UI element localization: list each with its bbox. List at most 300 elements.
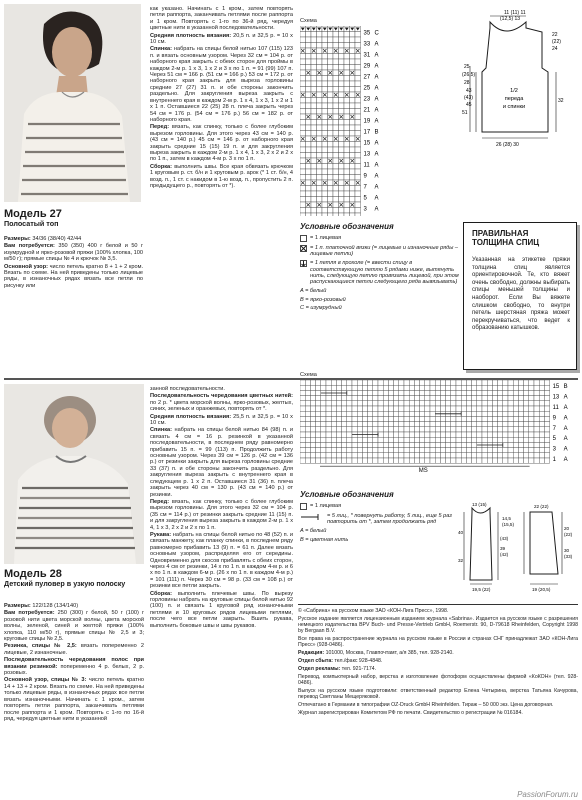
chart-cell [399, 396, 404, 401]
chart-cell [477, 396, 482, 401]
imprint-line: Отдел рекламы: тел. 921-7174. [298, 666, 377, 672]
chart-cell [317, 81, 323, 87]
model28-text-col1 [4, 603, 144, 723]
chart-cell [409, 390, 414, 395]
chart-cell [425, 411, 430, 416]
chart-cell [466, 385, 471, 390]
chart-cell [317, 92, 323, 98]
chart-cell [477, 422, 482, 427]
paragraph-label: Средняя плотность вязания: [150, 413, 232, 420]
chart-cell [534, 401, 539, 406]
chart-cell [394, 385, 399, 390]
chart-cell [446, 416, 451, 421]
chart-cell [503, 401, 508, 406]
chart-cell [352, 401, 357, 406]
chart-cell [472, 411, 477, 416]
chart-cell [322, 202, 328, 208]
chart-cell [300, 416, 305, 421]
chart-cell [435, 416, 440, 421]
spindle-thickness-box [463, 222, 577, 370]
chart-cell [317, 186, 323, 192]
chart-cell [430, 401, 435, 406]
chart-cell [311, 153, 317, 159]
chart-row-color: B [563, 384, 568, 391]
chart-cell [482, 385, 487, 390]
chart-cell [300, 81, 306, 87]
chart-cell [333, 76, 339, 82]
chart-cell [347, 390, 352, 395]
chart-cell [305, 458, 310, 463]
chart-cell [534, 416, 539, 421]
chart-cell [333, 125, 339, 131]
svg-text:22 (22): 22 (22) [534, 504, 549, 509]
chart-cell [305, 448, 310, 453]
chart-cell [399, 442, 404, 447]
chart-cell [498, 401, 503, 406]
svg-text:(43): (43) [464, 95, 473, 101]
svg-text:13 (15): 13 (15) [472, 502, 487, 507]
chart-cell [328, 131, 334, 137]
chart-cell [394, 416, 399, 421]
chart-cell [344, 131, 350, 137]
chart-cell [333, 197, 339, 203]
chart-row-number: 9 [363, 173, 367, 180]
chart-cell [317, 142, 323, 148]
chart-cell [518, 396, 523, 401]
chart-cell [326, 401, 331, 406]
chart-cell [333, 37, 339, 43]
chart-cell [420, 458, 425, 463]
chart-cell [498, 437, 503, 442]
chart-cell [399, 401, 404, 406]
chart-cell [347, 380, 352, 385]
chart-row-color: A [374, 162, 379, 169]
chart-cell [373, 453, 378, 458]
chart-cell [425, 416, 430, 421]
imprint-line: © «Сабрина» на русском языке ЗАО «КОН-Лига Пресс», 1998. [298, 608, 449, 614]
chart-cell [399, 448, 404, 453]
chart-cell [317, 153, 323, 159]
chart-cell [451, 458, 456, 463]
chart-cell [306, 147, 312, 153]
chart-cell [539, 427, 544, 432]
chart-cell [466, 406, 471, 411]
chart-cell [322, 213, 328, 216]
chart-cell [300, 103, 306, 109]
chart-cell [435, 390, 440, 395]
chart-cell [425, 401, 430, 406]
chart-cell [350, 136, 356, 142]
chart-cell [518, 432, 523, 437]
model27-photo-image [4, 4, 141, 202]
chart-cell [317, 208, 323, 214]
chart-cell [350, 87, 356, 93]
chart-cell [306, 175, 312, 181]
chart-row-number: 31 [363, 52, 371, 59]
chart-cell [355, 186, 361, 192]
paragraph-text: вязать попеременно 2 лицевые, 2 изнаночные. [4, 643, 144, 656]
chart-cell [344, 98, 350, 104]
chart-cell [344, 175, 350, 181]
chart-cell [355, 164, 361, 170]
chart-cell [311, 109, 317, 115]
chart-cell [461, 458, 466, 463]
paragraph [4, 610, 144, 642]
chart-cell [456, 406, 461, 411]
chart-cell [539, 416, 544, 421]
paragraph [4, 603, 144, 609]
chart-cell [362, 437, 367, 442]
chart-cell [321, 458, 326, 463]
chart-cell [347, 442, 352, 447]
chart-cell [355, 87, 361, 93]
chart-cell [326, 458, 331, 463]
chart-cell [446, 422, 451, 427]
chart-cell [487, 401, 492, 406]
chart-cell [544, 416, 549, 421]
chart-cell [339, 120, 345, 126]
chart-cell [513, 390, 518, 395]
chart-cell [333, 191, 339, 197]
chart-cell [310, 422, 315, 427]
svg-text:39: 39 [500, 546, 506, 551]
chart-cell [300, 76, 306, 82]
sidebar-text: Указанная на этикетке пряжи толщина спиц является ориентировочной. Те, кто вяжет очень свободно, должны выбирать спицы меньшей толщины и наоборот. Если Вы вяжете слишком свободно, то внутри петель шерстяная пряжа может перекручиваться, что ведет к образованию катышков. [472, 257, 570, 332]
chart-cell [487, 458, 492, 463]
chart-cell [451, 422, 456, 427]
chart-cell [328, 208, 334, 214]
chart-cell [539, 380, 544, 385]
chart-cell [498, 406, 503, 411]
chart-cell [503, 458, 508, 463]
model27-subtitle: Полосатый топ [4, 219, 59, 228]
chart-cell [333, 109, 339, 115]
chart-cell [472, 406, 477, 411]
chart-row-color: C [374, 30, 379, 37]
paragraph [150, 46, 293, 123]
chart-cell [477, 448, 482, 453]
chart-row-number: 29 [363, 63, 371, 70]
chart-cell [317, 103, 323, 109]
chart-cell [310, 380, 315, 385]
chart-cell [322, 65, 328, 71]
chart-cell [362, 442, 367, 447]
chart-cell [306, 197, 312, 203]
chart-cell [321, 448, 326, 453]
chart-cell [344, 70, 350, 76]
chart-cell [331, 448, 336, 453]
chart-cell [328, 191, 334, 197]
chart-cell [317, 32, 323, 38]
chart-cell [336, 432, 341, 437]
chart-cell [322, 59, 328, 65]
legend-item [300, 513, 465, 525]
chart-cell [534, 396, 539, 401]
chart-cell [328, 213, 334, 216]
chart-cell [306, 191, 312, 197]
chart-cell [498, 427, 503, 432]
chart-cell [316, 385, 321, 390]
chart-cell [350, 54, 356, 60]
chart-cell [529, 437, 534, 442]
chart-cell [339, 98, 345, 104]
chart-cell [300, 131, 306, 137]
chart-cell [409, 416, 414, 421]
chart-cell [498, 432, 503, 437]
chart-cell [518, 453, 523, 458]
chart-cell [544, 427, 549, 432]
chart-cell [425, 422, 430, 427]
chart-cell [311, 175, 317, 181]
model28-chart [300, 380, 580, 480]
chart-cell [336, 442, 341, 447]
paragraph-text: 122/128 (134/140) [30, 603, 79, 609]
chart-cell [539, 411, 544, 416]
chart-cell [339, 136, 345, 142]
chart-cell [524, 380, 529, 385]
chart-cell [300, 142, 306, 148]
chart-cell [534, 380, 539, 385]
chart-cell [306, 81, 312, 87]
chart-cell [518, 442, 523, 447]
chart-cell [317, 213, 323, 216]
chart-cell [420, 406, 425, 411]
chart-cell [440, 442, 445, 447]
chart-cell [498, 385, 503, 390]
chart-cell [487, 453, 492, 458]
chart-cell [394, 422, 399, 427]
chart-cell [331, 396, 336, 401]
chart-cell [339, 76, 345, 82]
chart-cell [300, 114, 306, 120]
imprint-line: Журнал зарегистрирован Комитетом РФ по печати. Свидетельство о регистрации № 016184. [298, 710, 523, 716]
chart-cell [498, 458, 503, 463]
chart-cell [466, 422, 471, 427]
chart-cell [534, 448, 539, 453]
chart-cell [317, 169, 323, 175]
chart-cell [544, 448, 549, 453]
chart-cell [487, 390, 492, 395]
chart-cell [414, 442, 419, 447]
chart-cell [321, 432, 326, 437]
chart-cell [472, 437, 477, 442]
svg-text:14,5: 14,5 [502, 516, 511, 521]
legend-item [300, 235, 465, 242]
chart-cell [322, 186, 328, 192]
chart-cell [456, 396, 461, 401]
chart-cell [518, 416, 523, 421]
chart-cell [425, 458, 430, 463]
chart-cell [331, 442, 336, 447]
chart-cell [503, 396, 508, 401]
chart-cell [529, 427, 534, 432]
chart-cell [430, 385, 435, 390]
chart-cell [350, 197, 356, 203]
chart-cell [508, 380, 513, 385]
chart-cell [326, 406, 331, 411]
chart-cell [305, 390, 310, 395]
chart-cell [331, 458, 336, 463]
paragraph-text: 20,5 п. и 32,5 р. = 10 х 10 см. [150, 32, 293, 46]
chart-cell [328, 153, 334, 159]
chart-cell [529, 442, 534, 447]
chart-cell [461, 406, 466, 411]
chart-cell [466, 396, 471, 401]
chart-cell [482, 416, 487, 421]
legend-text: = 1 п. платочной вязки (= лицевые и изнаночные ряды – лицевые петли) [310, 245, 459, 258]
chart-cell [425, 427, 430, 432]
chart-cell [322, 197, 328, 203]
chart-cell [524, 448, 529, 453]
chart-cell [300, 186, 306, 192]
chart-cell [350, 43, 356, 49]
svg-text:20: 20 [564, 526, 570, 531]
paragraph-label: Резинка, спицы № 2,5: [4, 643, 77, 650]
paragraph-label: Рукава: [150, 531, 172, 538]
chart-cell [321, 411, 326, 416]
chart-cell [451, 390, 456, 395]
chart-cell [529, 396, 534, 401]
chart-row-number: 15 [552, 384, 560, 391]
chart-cell [357, 453, 362, 458]
chart-cell [440, 427, 445, 432]
chart-cell [322, 125, 328, 131]
chart-cell [388, 380, 393, 385]
chart-cell [328, 186, 334, 192]
paragraph-text: число петель кратно 14 + 13 + 2 кром. Вязать по схеме. На ней приведены только лицевые ряды, в изнаночных рядах все петли вязать изнаночными. Начинать с 1 кром., затем повторять петли раппорта, заканчивать петлями после раппорта и 1 кром. Повторять с 1-го по 16-й ряд, чередуя цветные нити в указанной [4, 677, 144, 722]
chart-cell [331, 416, 336, 421]
chart-cell [482, 411, 487, 416]
chart-cell [404, 427, 409, 432]
chart-cell [368, 458, 373, 463]
chart-cell [399, 427, 404, 432]
chart-cell [362, 411, 367, 416]
chart-cell [316, 422, 321, 427]
chart-row-color: A [374, 206, 379, 213]
chart-cell [311, 186, 317, 192]
chart-cell [440, 385, 445, 390]
chart-cell [355, 65, 361, 71]
chart-cell [321, 442, 326, 447]
chart-cell [388, 416, 393, 421]
chart-cell [435, 396, 440, 401]
chart-cell [477, 385, 482, 390]
chart-cell [350, 37, 356, 43]
chart-cell [456, 453, 461, 458]
chart-cell [355, 131, 361, 137]
chart-cell [466, 380, 471, 385]
chart-cell [466, 401, 471, 406]
chart-cell [414, 437, 419, 442]
chart-row-number: 5 [552, 436, 556, 443]
chart-cell [414, 385, 419, 390]
chart-cell [339, 153, 345, 159]
chart-cell [350, 109, 356, 115]
chart-cell [347, 406, 352, 411]
chart-cell [339, 125, 345, 131]
chart-cell [342, 432, 347, 437]
chart-cell [524, 432, 529, 437]
chart-cell [498, 380, 503, 385]
chart-cell [326, 437, 331, 442]
chart-cell [383, 380, 388, 385]
chart-cell [435, 380, 440, 385]
imprint-line: Перевод, компьютерный набор, верстка и изготовление фотоформ осуществлены фирмой «КоКОН» (тел. 928-0486). [298, 674, 578, 686]
chart-cell [333, 175, 339, 181]
chart-cell [472, 448, 477, 453]
chart-cell [362, 422, 367, 427]
chart-cell [513, 448, 518, 453]
chart-cell [352, 406, 357, 411]
chart-cell [316, 448, 321, 453]
chart-cell [518, 390, 523, 395]
chart-cell [331, 422, 336, 427]
chart-cell [347, 401, 352, 406]
chart-cell [352, 380, 357, 385]
chart-cell [322, 131, 328, 137]
chart-cell [321, 453, 326, 458]
chart-cell [328, 120, 334, 126]
legend-color: B = ярко-розовый [300, 296, 346, 303]
chart-cell [322, 175, 328, 181]
paragraph-text: набрать на спицы белой нитью 84 (98) п. и связать 4 см = 16 р. резинкой в указанной последовательности, в последнем ряду равномерно прибавить 15 п. = 99 (113) п. Продолжить работу основным узором. Через 39 см = 126 р. (42 см = 136 р.) от резинки закрыть для выреза горловины средние 33 (37) п. и обе стороны закончить раздельно. Для закругления выреза закрыть с внутреннего края в следующем р. 1 х 2 п. Оставшиеся 31 (36) п. плеча закрыть через 40 см = 130 р. (43 см = 140 р.) от резинки. [150, 427, 293, 498]
chart-cell [534, 390, 539, 395]
model27-text-col1 [4, 236, 143, 290]
cross-stitch-icon [300, 245, 307, 252]
chart-cell [310, 406, 315, 411]
chart-cell [472, 416, 477, 421]
chart-cell [383, 422, 388, 427]
chart-cell [300, 453, 305, 458]
chart-cell [355, 153, 361, 159]
chart-cell [430, 448, 435, 453]
chart-cell [344, 202, 350, 208]
chart-cell [513, 411, 518, 416]
chart-cell [383, 458, 388, 463]
chart-cell [513, 401, 518, 406]
chart-cell [362, 458, 367, 463]
chart-cell [350, 32, 356, 38]
chart-cell [394, 380, 399, 385]
chart-cell [539, 448, 544, 453]
chart-row-number: 11 [363, 162, 370, 169]
chart-cell [342, 416, 347, 421]
chart-cell [383, 401, 388, 406]
chart-cell [300, 396, 305, 401]
chart-cell [352, 422, 357, 427]
chart-cell [420, 427, 425, 432]
chart-cell [357, 390, 362, 395]
chart-cell [328, 180, 334, 186]
chart-cell [300, 208, 306, 214]
chart-cell [317, 136, 323, 142]
chart-cell [317, 59, 323, 65]
chart-cell [461, 390, 466, 395]
chart-cell [300, 147, 306, 153]
chart-cell [368, 390, 373, 395]
chart-cell [316, 406, 321, 411]
chart-cell [311, 81, 317, 87]
chart-cell [344, 109, 350, 115]
chart-row-color: A [374, 173, 379, 180]
chart-cell [477, 406, 482, 411]
chart-cell [529, 432, 534, 437]
chart-cell [326, 427, 331, 432]
chart-cell [306, 213, 312, 216]
chart-cell [317, 98, 323, 104]
chart-cell [404, 390, 409, 395]
chart-cell [321, 437, 326, 442]
